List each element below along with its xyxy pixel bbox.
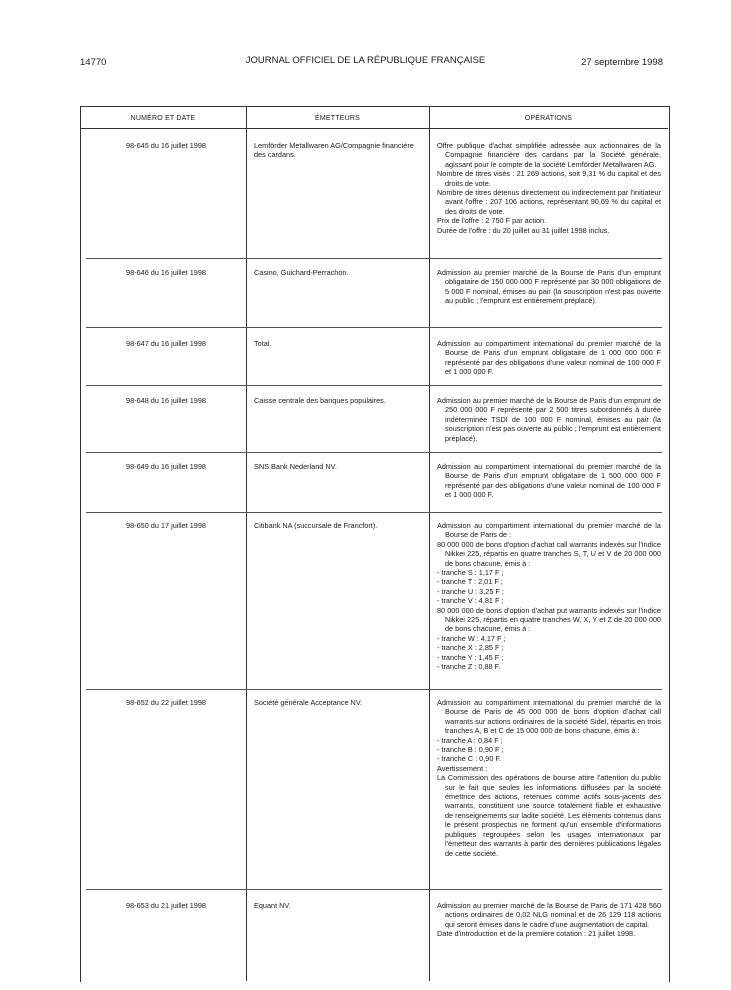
page-number: 14770	[80, 57, 107, 68]
row-separator	[86, 258, 662, 259]
row-number-date: 98-647 du 16 juillet 1998	[126, 339, 206, 348]
operation-line: 80 000 000 de bons d'option d'achat put warrants indexés sur l'indice Nikkei 225, répartis en quatre tranches W, X, Y et Z de 20 000 000 de bons chacune, émis à :	[437, 605, 661, 634]
operation-line: Offre publique d'achat simplifiée adressée aux actionnaires de la Compagnie financière des cardans par la Société générale, agissant pour le compte de la société Lemförder Metallwaren AG.	[437, 141, 661, 169]
operation-line: - tranche W : 4,17 F ;	[437, 633, 506, 643]
row-separator	[86, 385, 662, 386]
operation-line: - tranche A : 0,84 F ;	[437, 735, 503, 745]
row-operations	[437, 462, 661, 500]
row-issuer: Casino, Guichard-Perrachon.	[254, 268, 349, 277]
operation-line: - tranche V : 4,81 F ;	[437, 596, 504, 606]
operation-line: - tranche U : 3,25 F ;	[437, 586, 504, 596]
row-operations	[437, 141, 661, 235]
row-operations	[437, 268, 661, 306]
row-number-date: 98-652 du 22 juillet 1998	[126, 698, 206, 707]
operation-line: - tranche B : 0,90 F ;	[437, 745, 504, 755]
operation-line: Admission au premier marché de la Bourse de Paris d'un emprunt de 250 000 000 F représenté par 2 500 titres subordonnés à durée indéterminée TSDI de 100 000 F nominal, émises au pair (la souscription n'est pas ouverte au public ; l'emprunt est entièrement préplacé).	[437, 396, 661, 443]
operation-line: Admission au compartiment international du premier marché de la Bourse de Paris d'un emprunt obligataire de 1 500 000 000 F représenté par des obligations d'une valeur nominal de 100 000 F et 1 000 000 F.	[437, 462, 661, 500]
operation-line: Admission au premier marché de la Bourse de Paris d'un emprunt obligataire de 150 000 000 F représenté par 30 000 obligations de 5 000 F nominal, émises au pair (la souscription n'est pas ouverte au public ; l'emprunt est entièrement préplacé).	[437, 268, 661, 306]
row-operations	[437, 698, 661, 858]
operation-line: La Commission des opérations de bourse attire l'attention du public sur le fait que seules les informations diffusées par la société émettrice des actions, retenues comme actifs sous-jacents des warrants, constituent une source totalement fiable et exhaustive de renseignements sur ladite société. Les éléments contenus dans le présent prospectus ne forment qu'un ensemble d'informations publiques regroupées selon les usages internationaux par l'émetteur des warrants à partir des dernières publications légales de cette société.	[437, 773, 661, 858]
operation-line: Nombre de titres visés : 21 269 actions, soit 9,31 % du capital et des droits de vote.	[437, 169, 661, 188]
row-separator	[86, 689, 662, 690]
operation-line: Admission au premier marché de la Bourse de Paris de 171 428 560 actions ordinaires de 0,02 NLG nominal et de 26 129 118 actions qui seront émises dans le cadre d'une augmentation de capital.	[437, 901, 661, 929]
row-separator	[86, 452, 662, 453]
operation-line: Date d'introduction et de la première cotation : 21 juillet 1998.	[437, 929, 636, 939]
row-separator	[86, 512, 662, 513]
column-header-operations: OPÉRATIONS	[524, 115, 573, 122]
operation-line: - tranche T : 2,01 F ;	[437, 577, 503, 587]
row-number-date: 98-650 du 17 juillet 1998	[126, 521, 206, 530]
operation-line: - tranche X : 2,85 F ;	[437, 643, 504, 653]
row-issuer: Equant NV.	[254, 901, 291, 910]
journal-title: JOURNAL OFFICIEL DE LA RÉPUBLIQUE FRANÇAISE	[245, 55, 486, 66]
column-header-issuers: ÉMETTEURS	[315, 115, 360, 122]
row-number-date: 98-653 du 21 juillet 1998	[126, 901, 206, 910]
row-issuer: Société générale Acceptance NV.	[254, 698, 363, 707]
publication-date: 27 septembre 1998	[581, 57, 663, 68]
operation-line: Admission au compartiment international du premier marché de la Bourse de Paris d'un emprunt obligataire de 1 000 000 000 F représenté par des obligations d'une valeur nominal de 100 000 F et 1 000 000 F.	[437, 339, 661, 377]
operation-line: Prix de l'offre : 2 750 F par action.	[437, 216, 547, 226]
header-rule	[80, 128, 668, 129]
operation-line: Nombre de titres détenus directement ou indirectement par l'initiateur avant l'offre : 207 106 actions, représentant 90,69 % du capital et des droits de vote.	[437, 188, 661, 216]
row-issuer: Lemförder Metallwaren AG/Compagnie financière des cardans.	[254, 141, 414, 160]
operation-line: - tranche C : 0,90 F.	[437, 754, 502, 764]
operation-line: Avertissement :	[437, 763, 488, 773]
operation-line: Admission au compartiment international du premier marché de la Bourse de Paris de 45 000 000 de bons d'option d'achat call warrants sur actions ordinaires de la société Sidel, répartis en trois tranches A, B et C de 15 000 000 de bons chacune, émis à :	[437, 698, 661, 736]
row-number-date: 98-649 du 16 juillet 1998	[126, 462, 206, 471]
operation-line: Durée de l'offre : du 20 juillet au 31 juillet 1998 inclus.	[437, 225, 610, 235]
row-number-date: 98-645 du 16 juillet 1998	[126, 141, 206, 150]
row-number-date: 98-646 du 16 juillet 1998	[126, 268, 206, 277]
row-separator	[86, 889, 662, 890]
row-issuer: Total.	[254, 339, 272, 348]
operation-line: - tranche S : 1,17 F ;	[437, 568, 504, 578]
operation-line: 80 000 000 de bons d'option d'achat call warrants indexés sur l'indice Nikkei 225, répartis en quatre tranches S, T, U et V de 20 000 000 de bons chacune, émis à :	[437, 539, 661, 568]
operation-line: Admission au compartiment international du premier marché de la Bourse de Paris de :	[437, 521, 661, 540]
operation-line: - tranche Z : 0,88 F.	[437, 662, 501, 672]
row-separator	[86, 327, 662, 328]
row-issuer: Citibank NA (succursale de Francfort).	[254, 521, 378, 530]
column-divider	[429, 106, 430, 981]
column-header-number-date: NUMÉRO ET DATE	[130, 115, 196, 122]
row-operations	[437, 396, 661, 443]
row-operations	[437, 521, 661, 672]
row-issuer: SNS Bank Nederland NV.	[254, 462, 337, 471]
row-number-date: 98-648 du 16 juillet 1998	[126, 396, 206, 405]
column-divider	[246, 106, 247, 981]
row-operations	[437, 339, 661, 377]
operation-line: - tranche Y : 1,45 F ;	[437, 652, 504, 662]
row-issuer: Caisse centrale des banques populaires.	[254, 396, 386, 405]
row-operations	[437, 901, 661, 939]
